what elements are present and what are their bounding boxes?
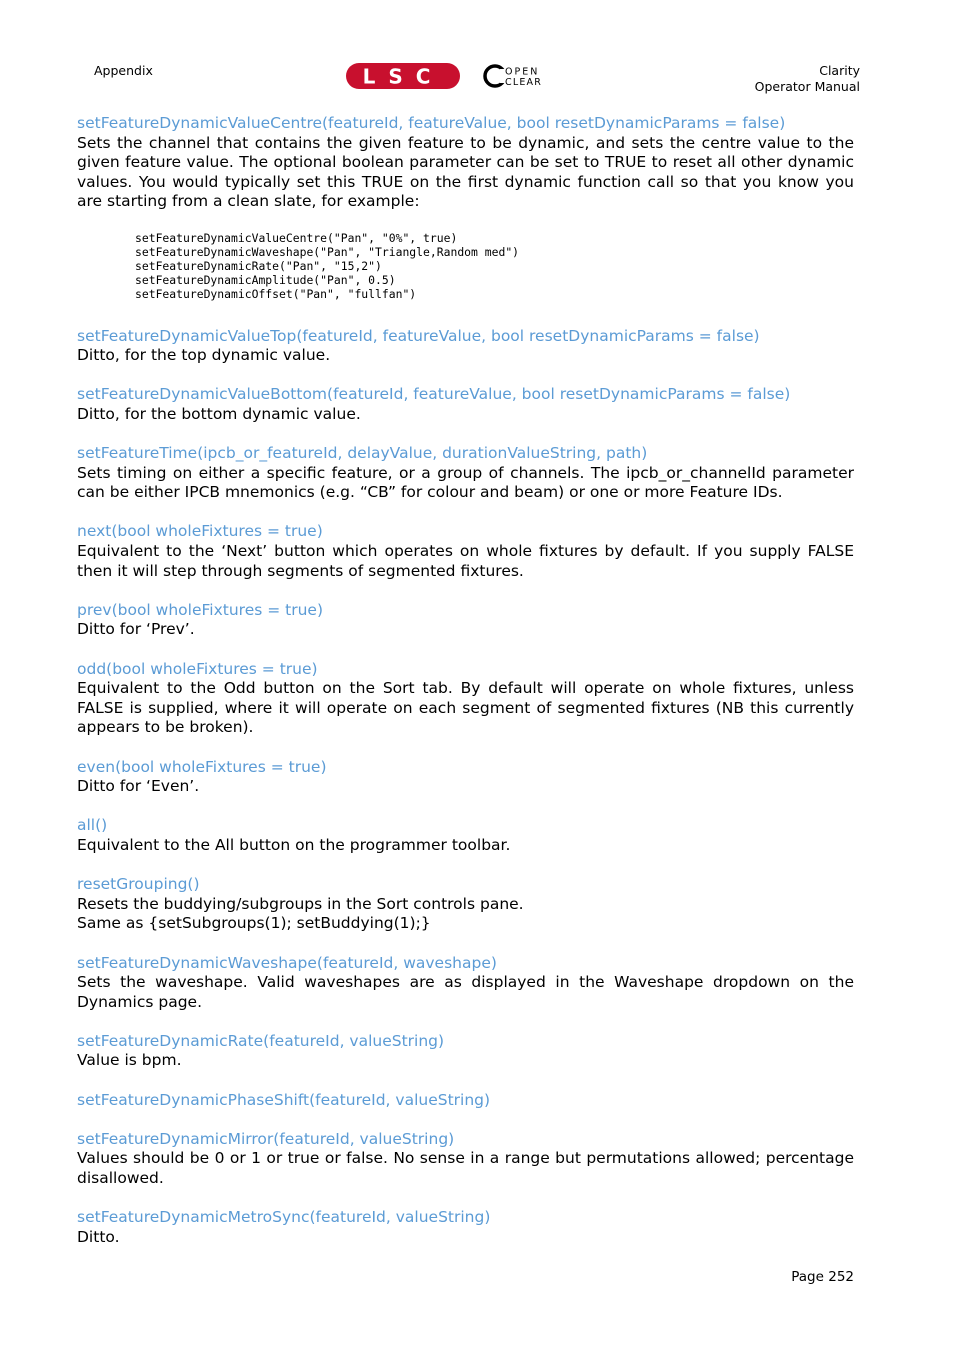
function-signature: next(bool wholeFixtures = true)	[77, 522, 323, 541]
function-description: Ditto for ‘Even’.	[77, 777, 200, 796]
function-description: Ditto for ‘Prev’.	[77, 620, 195, 639]
lsc-logo	[346, 63, 460, 89]
function-description: Value is bpm.	[77, 1051, 182, 1070]
header-doc-type: Operator Manual	[754, 79, 860, 94]
entry-set-feature-dynamic-waveshape	[77, 954, 854, 1013]
function-signature: setFeatureDynamicRate(featureId, valueString)	[77, 1031, 445, 1050]
function-description: Sets the waveshape. Valid waveshapes are as displayed in the Waveshape dropdown on the Dynamics page.	[77, 973, 854, 1011]
entry-set-feature-dynamic-phase-shift	[77, 1091, 854, 1111]
page-content	[77, 114, 854, 1247]
function-description: Equivalent to the ‘Next’ button which operates on whole fixtures by default. If you supply FALSE then it will step through segments of segmented fixtures.	[77, 542, 854, 580]
function-signature: setFeatureDynamicValueBottom(featureId, featureValue, bool resetDynamicParams = false)	[77, 385, 791, 404]
entry-set-feature-dynamic-rate	[77, 1032, 854, 1071]
entry-set-feature-dynamic-mirror	[77, 1130, 854, 1189]
function-signature: odd(bool wholeFixtures = true)	[77, 659, 318, 678]
function-description: Equivalent to the All button on the programmer toolbar.	[77, 835, 511, 854]
function-signature: setFeatureDynamicPhaseShift(featureId, valueString)	[77, 1090, 491, 1109]
entry-reset-grouping	[77, 875, 854, 934]
function-signature: setFeatureDynamicValueCentre(featureId, featureValue, bool resetDynamicParams = false)	[77, 114, 786, 132]
function-description: Ditto, for the top dynamic value.	[77, 346, 331, 365]
entry-odd	[77, 660, 854, 738]
function-description: Ditto, for the bottom dynamic value.	[77, 404, 361, 423]
entry-set-feature-dynamic-value-centre	[77, 114, 854, 302]
function-description: Resets the buddying/subgroups in the Sort controls pane.	[77, 894, 524, 913]
function-signature: setFeatureDynamicMetroSync(featureId, valueString)	[77, 1208, 491, 1227]
code-line: setFeatureDynamicOffset("Pan", "fullfan")	[135, 286, 417, 301]
function-signature: setFeatureDynamicMirror(featureId, valueString)	[77, 1129, 455, 1148]
openclear-logo-top: OPEN	[505, 66, 540, 78]
code-line: setFeatureDynamicAmplitude("Pan", 0.5)	[135, 272, 396, 287]
entry-all	[77, 816, 854, 855]
code-line: setFeatureDynamicRate("Pan", "15,2")	[135, 258, 382, 273]
function-description: Sets timing on either a specific feature, or a group of channels. The ipcb_or_channelId parameter can be either IPCB mnemonics (e.g. “CB” for colour and beam) or one or more Feature IDs.	[77, 463, 854, 502]
function-description-extra: Same as {setSubgroups(1); setBuddying(1);}	[77, 914, 431, 933]
lsc-logo-text: LSC	[362, 64, 444, 89]
entry-set-feature-dynamic-metro-sync	[77, 1208, 854, 1247]
brand-logos	[345, 61, 577, 91]
function-description: Ditto.	[77, 1227, 120, 1246]
entry-set-feature-dynamic-value-bottom	[77, 385, 854, 424]
function-signature: setFeatureTime(ipcb_or_featureId, delayValue, durationValueString, path)	[77, 444, 648, 463]
function-description: Equivalent to the Odd button on the Sort tab. By default will operate on whole fixtures, unless FALSE is supplied, where it will operate on each segment of segmented fixtures (NB this currently appears to be broken).	[77, 679, 854, 737]
header-section-label: Appendix	[94, 63, 153, 78]
entry-prev	[77, 601, 854, 640]
entry-set-feature-dynamic-value-top	[77, 327, 854, 366]
code-line: setFeatureDynamicWaveshape("Pan", "Triangle,Random med")	[135, 244, 520, 259]
function-signature: even(bool wholeFixtures = true)	[77, 757, 327, 776]
header-product: Clarity	[819, 63, 860, 78]
entry-even	[77, 758, 854, 797]
entry-set-feature-time	[77, 444, 854, 503]
entry-next	[77, 522, 854, 581]
page-number: Page 252	[791, 1269, 854, 1285]
function-signature: all()	[77, 816, 108, 835]
function-description: Values should be 0 or 1 or true or false. No sense in a range but permutations allowed; percentage disallowed.	[77, 1149, 854, 1188]
code-line: setFeatureDynamicValueCentre("Pan", "0%", true)	[135, 230, 458, 245]
openclear-logo	[485, 66, 542, 88]
function-signature: setFeatureDynamicWaveshape(featureId, waveshape)	[77, 953, 497, 972]
header-title	[755, 63, 860, 95]
openclear-logo-bottom: CLEAR	[505, 77, 543, 88]
function-description: Sets the channel that contains the given feature to be dynamic, and sets the centre value to the given feature value. The optional boolean parameter can be set to TRUE to reset all other dynamic values. You would typically set this TRUE on the first dynamic function call so that you know you are starting from a clean slate, for example:	[77, 133, 854, 211]
function-signature: setFeatureDynamicValueTop(featureId, featureValue, bool resetDynamicParams = false)	[77, 326, 760, 345]
function-signature: prev(bool wholeFixtures = true)	[77, 600, 324, 619]
function-signature: resetGrouping()	[77, 875, 200, 894]
